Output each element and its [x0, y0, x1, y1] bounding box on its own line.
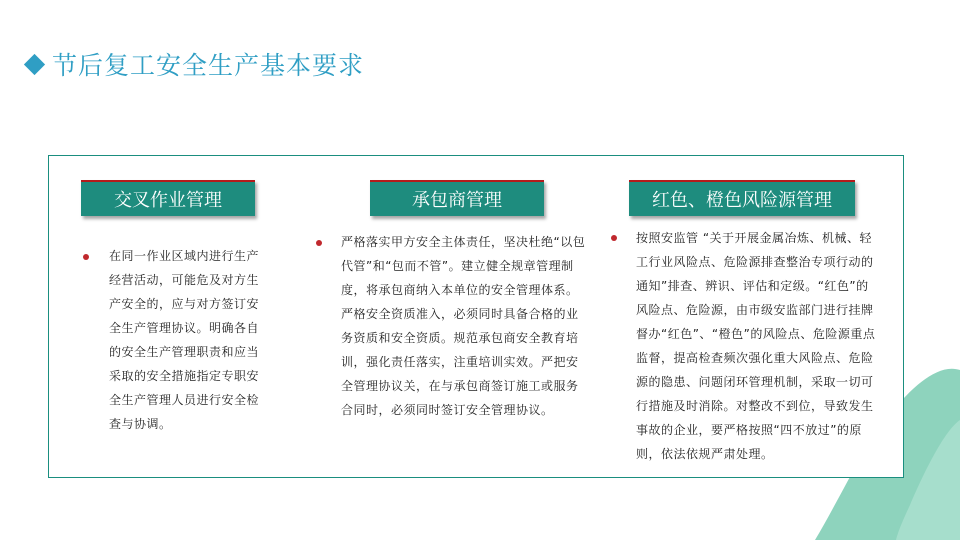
content-frame [48, 155, 904, 478]
heading-label: 红色、橙色风险源管理 [652, 190, 832, 211]
column-text-1: 在同一作业区域内进行生产经营活动，可能危及对方生产安全的，应与对方签订安全生产管理协议。明确各自的安全生产管理职责和应当采取的安全措施指定专职安全生产管理人员进行安全检查与协调。 [109, 249, 260, 431]
diamond-bullet-icon [24, 53, 45, 74]
column-text-2: 严格落实甲方安全主体责任，坚决杜绝“以包代管”和“包而不管”。建立健全规章管理制度，将承包商纳入本单位的安全管理体系。严格安全资质准入，必须同时具备合格的业务资质和安全资质。规范承包商安全教育培训，强化责任落实，注重培训实效。严把安全管理协议关，在与承包商签订施工或服务合同时，必须同时签订安全管理协议。 [341, 235, 586, 417]
heading-tag-3 [629, 180, 855, 216]
bullet-icon [83, 254, 89, 260]
heading-tag-2 [370, 180, 544, 216]
heading-label: 交叉作业管理 [114, 190, 222, 211]
bullet-icon [316, 240, 322, 246]
heading-label: 承包商管理 [412, 190, 502, 211]
header [24, 46, 364, 82]
page-title: 节后复工安全生产基本要求 [52, 51, 365, 80]
bullet-icon [611, 235, 617, 241]
heading-tag-1 [81, 180, 255, 216]
column-text-3: 按照安监管 “关于开展金属冶炼、机械、轻工行业风险点、危险源排查整治专项行动的通知”排查、辨识、评估和定级。“红色”的风险点、危险源，由市级安监部门进行挂牌督办“红色”、“橙色”的风险点、危险源重点监督，提高检查频次强化重大风险点、危险源的隐患、问题闭环管理机制，采取一切可行措施及时消除。对整改不到位，导致发生事故的企业，要严格按照“四不放过”的原则，依法依规严肃处理。 [636, 231, 876, 461]
